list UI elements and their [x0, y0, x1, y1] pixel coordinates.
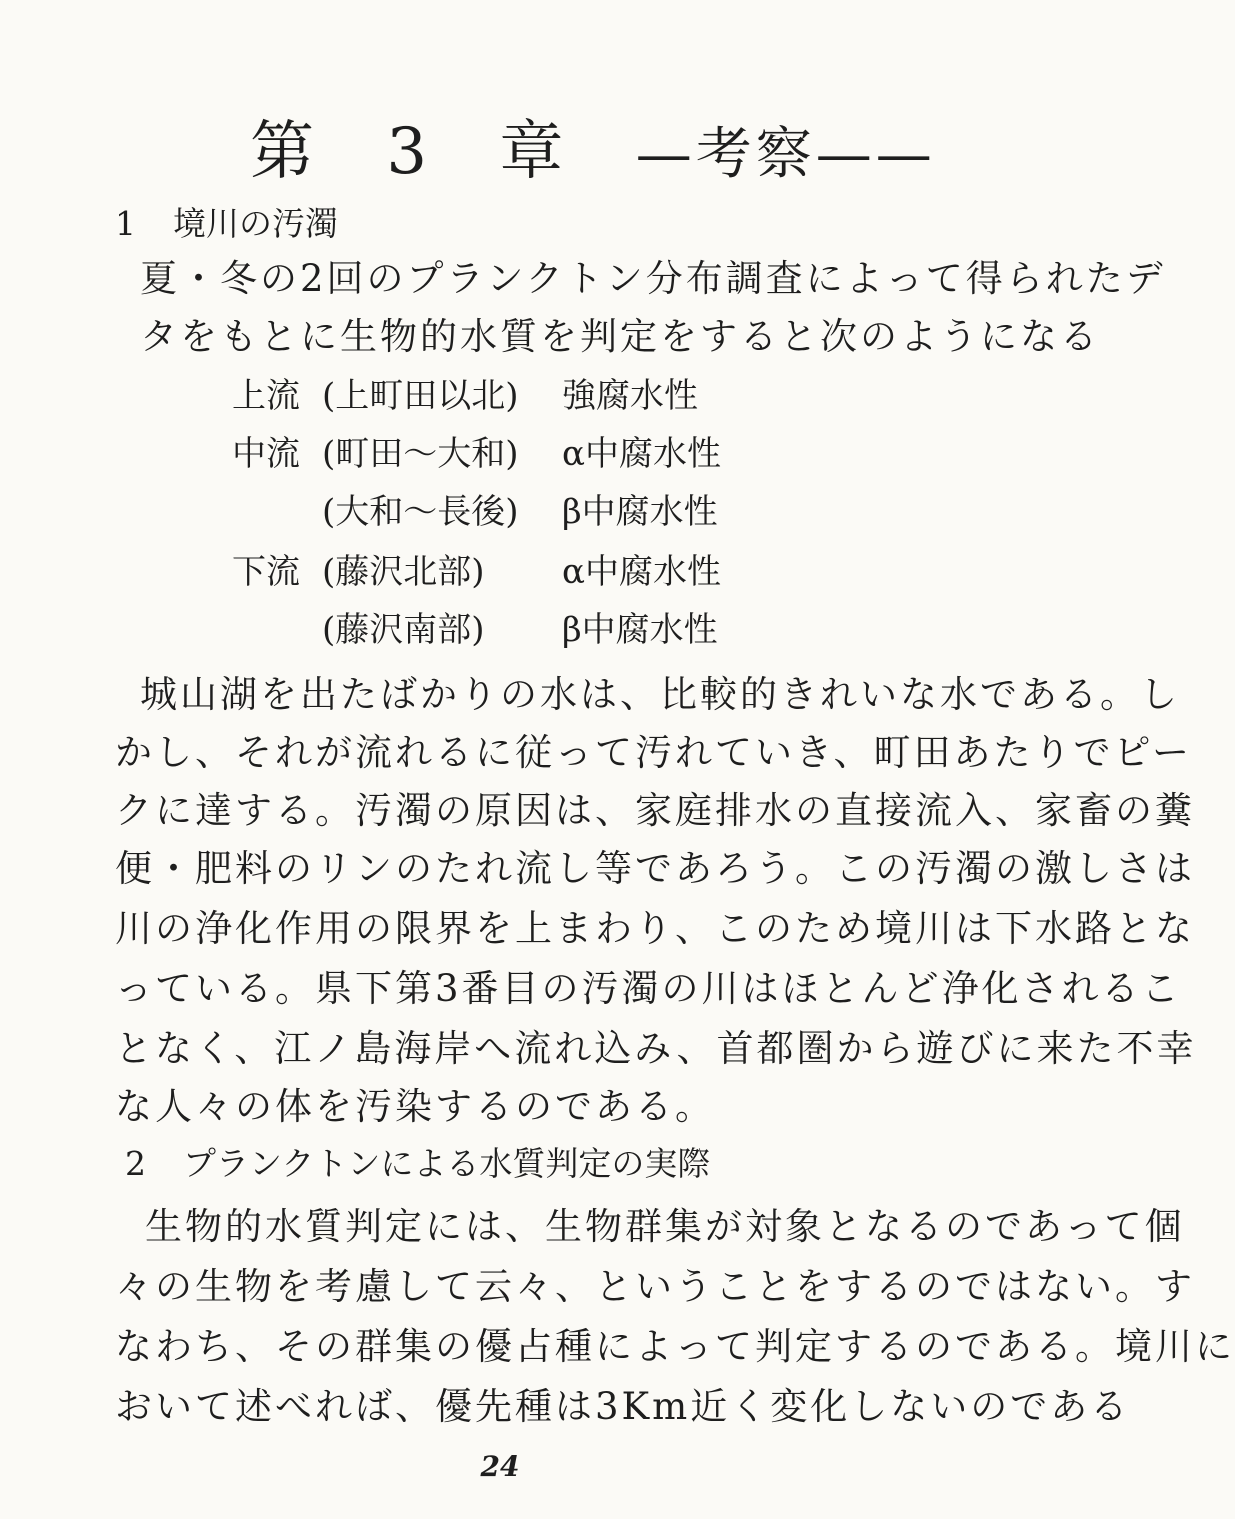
body-line-4: 便・肥料のリンのたれ流し等であろう。この汚濁の激しさは: [115, 847, 1195, 890]
page-number: 24: [480, 1450, 520, 1483]
section-2-line-2: 々の生物を考慮して云々、ということをするのではない。す: [115, 1265, 1195, 1308]
zone-range: (藤沢南部): [322, 610, 485, 650]
section-2-line-1: 生物的水質判定には、生物群集が対象となるのであって個: [145, 1205, 1185, 1248]
section-2-title: プランクトンによる水質判定の実際: [183, 1144, 711, 1183]
section-2-number: 2: [125, 1144, 146, 1183]
section-1-title: 境川の汚濁: [173, 204, 338, 243]
section-2-heading: [125, 1138, 710, 1185]
water-quality-type: α中腐水性: [562, 552, 721, 592]
water-quality-type: β中腐水性: [562, 492, 718, 532]
body-line-1: 城山湖を出たばかりの水は、比較的きれいな水である。し: [140, 673, 1180, 716]
body-line-3: クに達する。汚濁の原因は、家庭排水の直接流入、家畜の糞: [115, 789, 1195, 832]
chapter-subtitle: —考察——: [635, 122, 936, 187]
section-1-number: 1: [115, 204, 136, 243]
body-line-5: 川の浄化作用の限界を上まわり、このため境川は下水路とな: [115, 907, 1195, 950]
section-2-line-4: おいて述べれば、優先種は3Km近く変化しないのである: [115, 1385, 1131, 1428]
zone-label: 上流: [232, 376, 300, 416]
zone-range: (藤沢北部): [322, 552, 485, 592]
body-line-6: っている。県下第3番目の汚濁の川はほとんど浄化されるこ: [115, 967, 1182, 1010]
chapter-number: 第 3 章: [250, 115, 590, 189]
section-1-heading: [115, 198, 338, 245]
zone-label: 下流: [232, 552, 300, 592]
zone-range: (上町田以北): [322, 376, 519, 416]
water-quality-type: 強腐水性: [562, 376, 698, 416]
body-line-7: となく、江ノ島海岸へ流れ込み、首都圏から遊びに来た不幸: [115, 1027, 1197, 1070]
body-line-2: かし、それが流れるに従って汚れていき、町田あたりでピー: [115, 731, 1193, 774]
water-quality-type: β中腐水性: [562, 610, 718, 650]
chapter-title: [250, 100, 936, 192]
intro-line-2: タをもとに生物的水質を判定をすると次のようになる: [140, 315, 1100, 358]
water-quality-type: α中腐水性: [562, 434, 721, 474]
zone-label: 中流: [232, 434, 300, 474]
zone-range: (大和〜長後): [322, 492, 519, 532]
body-line-8: な人々の体を汚染するのである。: [115, 1085, 715, 1128]
zone-range: (町田〜大和): [322, 434, 519, 474]
intro-line-1: 夏・冬の2回のプランクトン分布調査によって得られたデ: [140, 257, 1166, 300]
section-2-line-3: なわち、その群集の優占種によって判定するのである。境川に: [115, 1325, 1235, 1368]
